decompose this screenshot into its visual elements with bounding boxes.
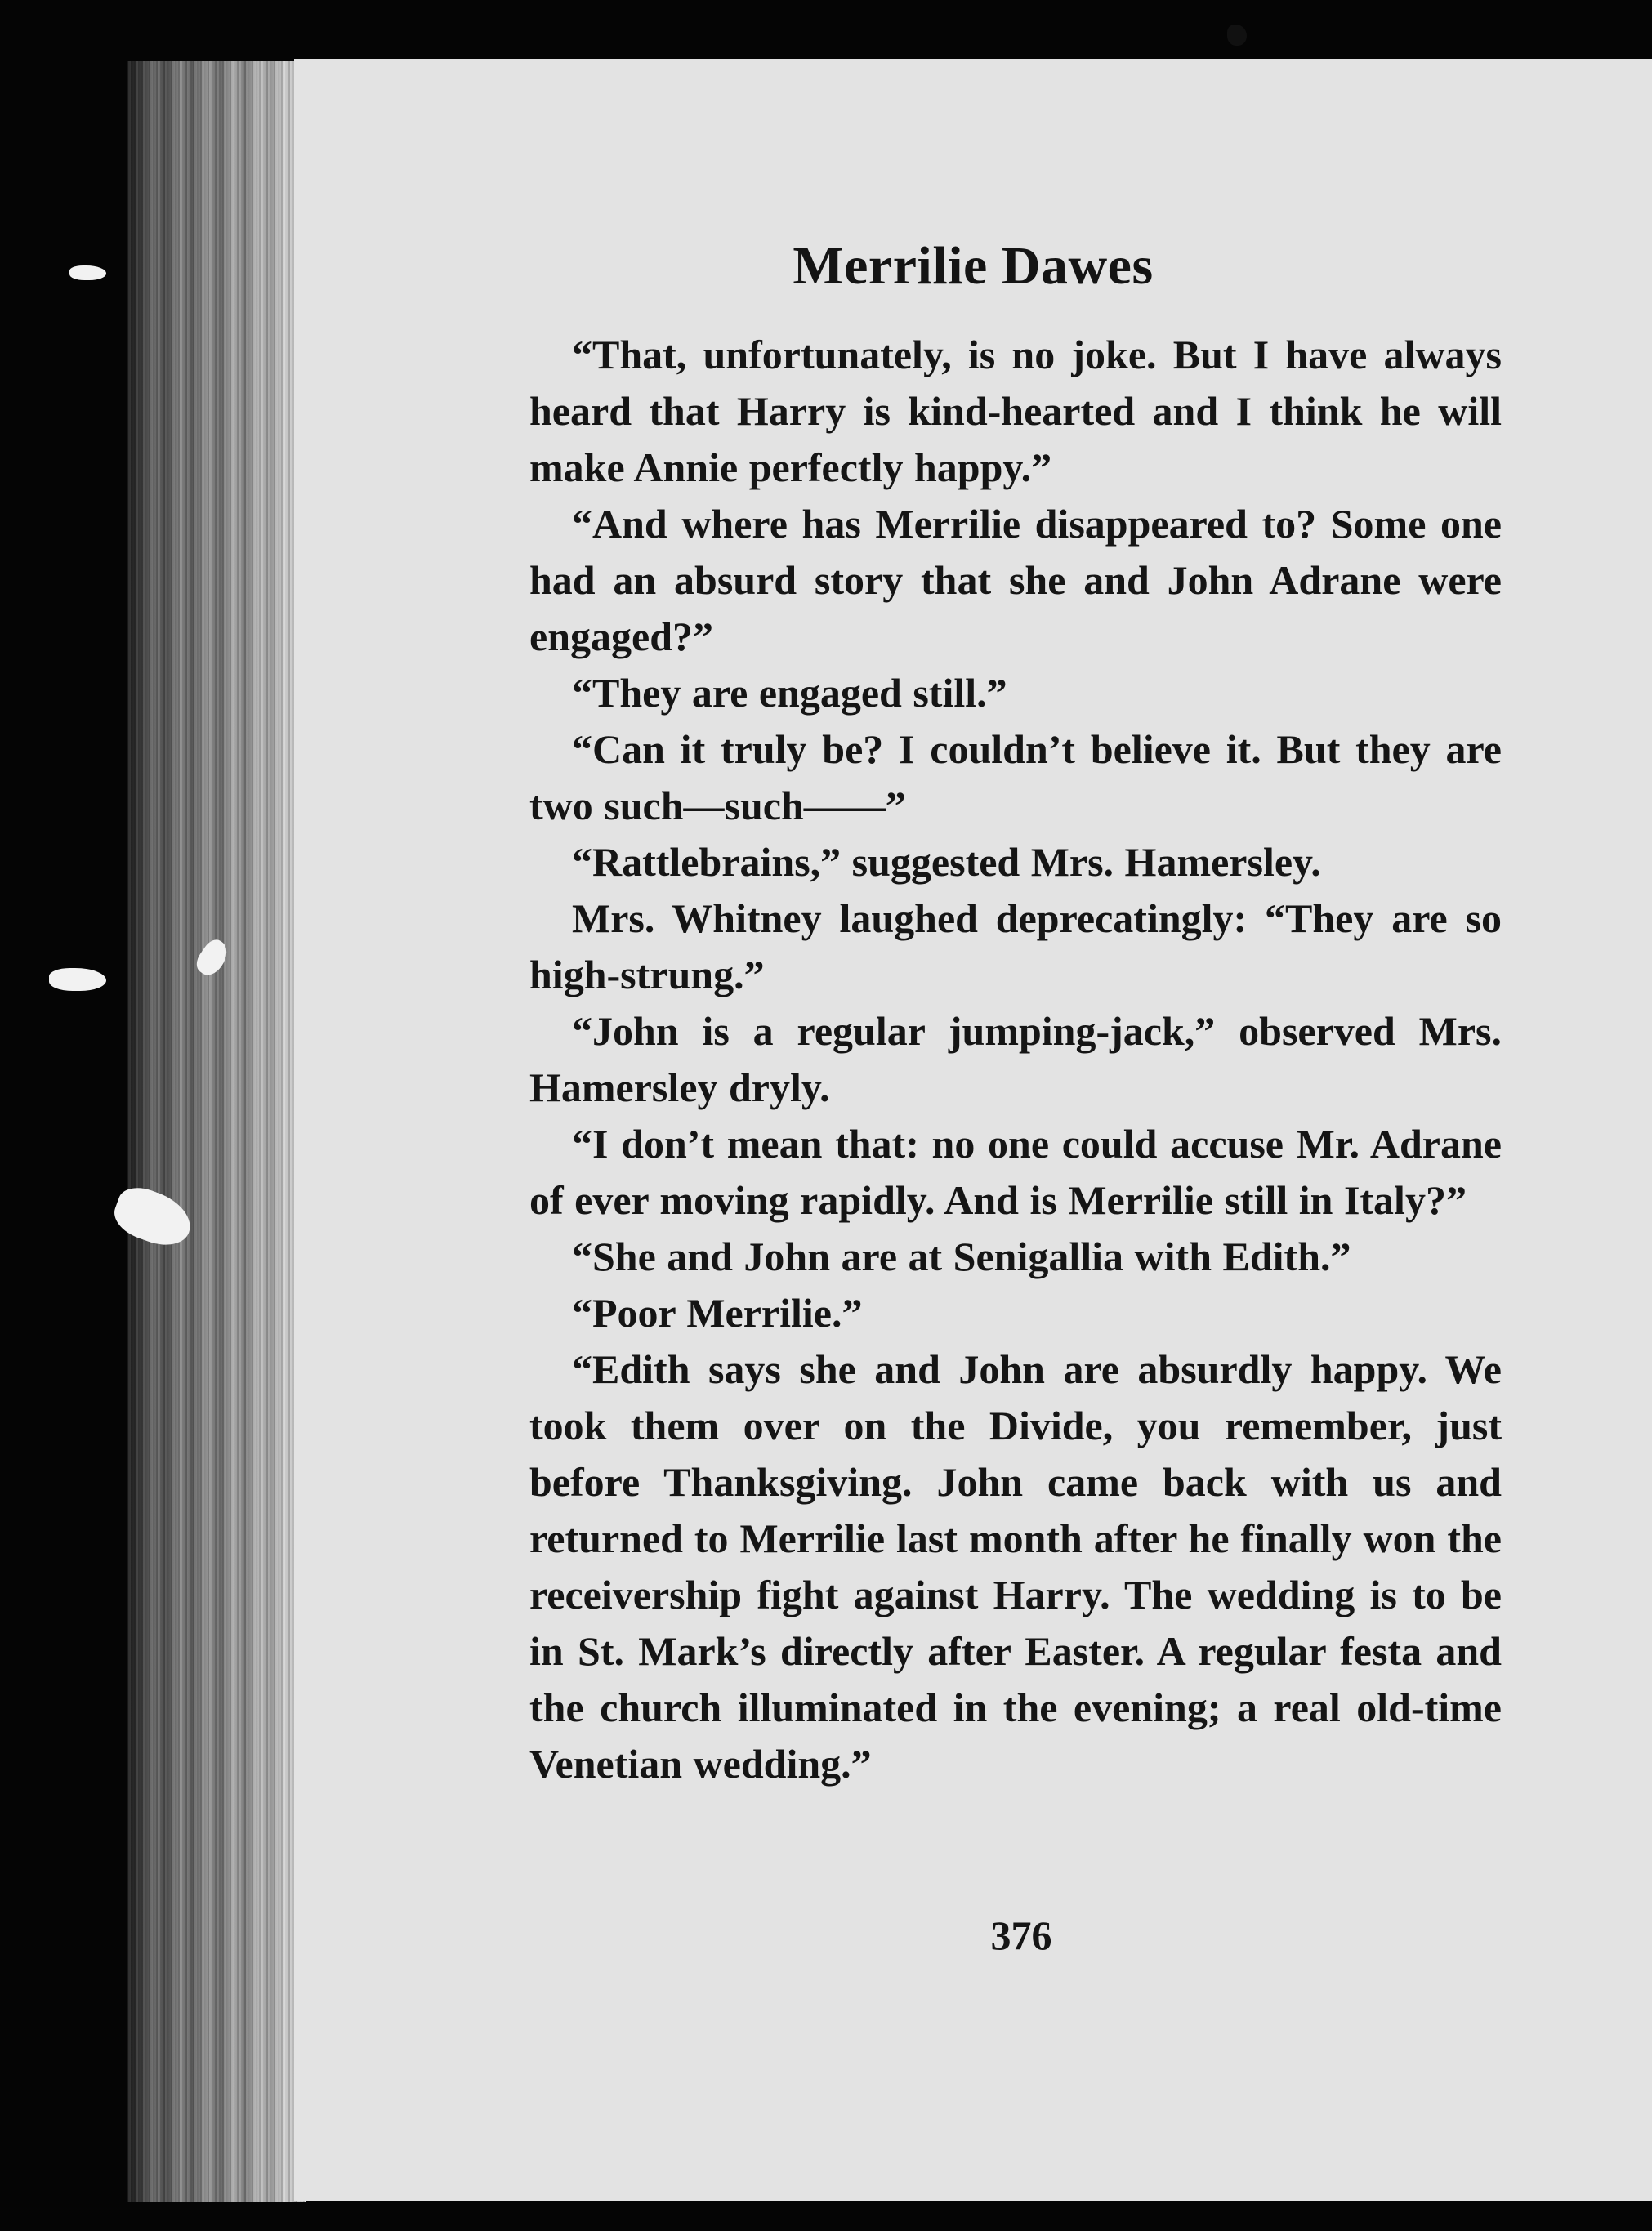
paragraph: Mrs. Whitney laughed deprecatingly: “They are so high-strung.” (529, 895, 1502, 997)
running-head: Merrilie Dawes (793, 236, 1154, 296)
paragraph: “Can it truly be? I couldn’t believe it. But they are two such—such——” (529, 726, 1502, 828)
paragraph: “Edith says she and John are absurdly happy. We took them over on the Divide, you remember, just before Thanksgiving. John came back with us and returned to Merrilie last month after he finally won the receivership fight against Harry. The wedding is to be in St. Mark’s directly after Easter. A regular festa and the church illuminated in the evening; a real old-time Venetian wedding.” (529, 1346, 1502, 1787)
body-text (529, 327, 1502, 1792)
page-gutter-edge (127, 61, 306, 2202)
paragraph: “John is a regular jumping-jack,” observed Mrs. Hamersley dryly. (529, 1008, 1502, 1110)
paper-blemish (69, 265, 106, 280)
paragraph: “Rattlebrains,” suggested Mrs. Hamersley. (572, 839, 1321, 885)
paragraph: “She and John are at Senigallia with Edith.” (572, 1234, 1351, 1279)
paper-blemish (49, 968, 106, 991)
paragraph: “They are engaged still.” (572, 670, 1007, 716)
ink-speck (1227, 25, 1247, 46)
paragraph: “Poor Merrilie.” (572, 1290, 863, 1336)
paragraph: “That, unfortunately, is no joke. But I have always heard that Harry is kind-hearted and I think he will make Annie perfectly happy.” (529, 332, 1502, 490)
page-number: 376 (990, 1912, 1052, 1958)
paragraph: “I don’t mean that: no one could accuse Mr. Adrane of ever moving rapidly. And is Merrilie still in Italy?” (529, 1121, 1502, 1223)
paragraph: “And where has Merrilie disappeared to? Some one had an absurd story that she and John Adrane were engaged?” (529, 501, 1502, 659)
